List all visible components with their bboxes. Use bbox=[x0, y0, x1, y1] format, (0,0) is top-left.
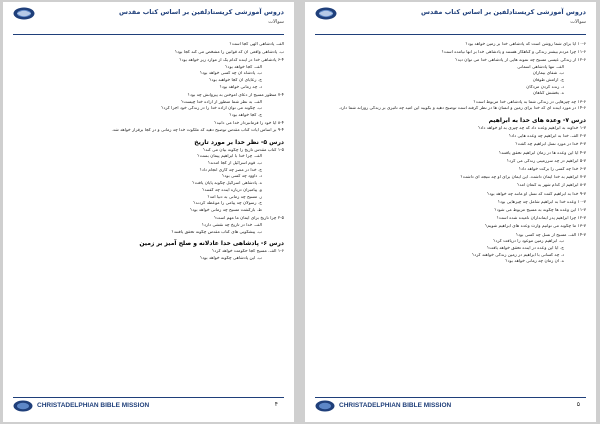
right-page bbox=[305, 2, 596, 422]
footer-org-name: CHRISTADELPHIAN BIBLE MISSION bbox=[339, 402, 452, 409]
answer-option: ج. کجا خواهد بود؟ bbox=[229, 113, 262, 119]
question-line: ۱۱-۶ چرا مردم بیشتر زندگی و گناهکار هستند و پادشاهی خدا بر آنها نیامده است؟ bbox=[441, 49, 586, 55]
question-line: ۹-۷ خدا به ابراهیم گفت که نسل او مانند چه خواهد بود؟ bbox=[486, 191, 586, 197]
question-line: ۹-۴ بر اساس آیات کتاب مقدس توضیح دهید که ملکوت خدا چه زمانی و در کجا برقرار خواهد شد. bbox=[111, 127, 284, 133]
question-line: ۱۲-۶ از زندگی عیسی مسیح چه نمونه هایی از پادشاهی خدا می توان دید؟ bbox=[455, 57, 586, 63]
answer-option: ب. ابراهیم زمین موعود را دریافت کرد؟ bbox=[493, 239, 564, 245]
question-line: ۶-۴ پادشاهی خدا در آینده کدام یک از موارد زیر خواهد بود؟ bbox=[179, 57, 284, 63]
answer-option: الف. کجا خواهد بود؟ bbox=[225, 64, 262, 70]
answer-option: الف. تنها پادشاهی آسمانی bbox=[517, 64, 564, 70]
question-list bbox=[13, 148, 284, 237]
answer-option: ه. بخشش گناهان bbox=[532, 91, 564, 97]
question-line: ۷-۷ ابراهیم به خدا ایمان داشت. این ایمان برای او چه نتیجه ای داشت؟ bbox=[460, 175, 586, 181]
question-line: ۸-۴ آیا خود را فرمانبردار خدا می دانید؟ bbox=[214, 121, 284, 127]
answer-option: ب. قوم اسرائیل از کجا آمدند؟ bbox=[207, 161, 262, 167]
page-number: ۴ bbox=[274, 401, 278, 408]
page-number: ۵ bbox=[576, 401, 580, 408]
answer-option: الف. چرا خدا با ابراهیم پیمان بست؟ bbox=[197, 154, 262, 160]
answer-option: ب. شفای بیماران bbox=[532, 71, 564, 77]
question-list bbox=[13, 249, 284, 262]
header-title: دروس آموزشی کریستادلفین بر اساس کتاب مقدس bbox=[421, 8, 586, 16]
answer-option: ب. پادشاه آن چه کسی خواهد بود؟ bbox=[199, 71, 262, 77]
question-line: ۱۰-۶ آیا برای شما روشن است که پادشاهی خدا بر زمین خواهد بود؟ bbox=[465, 41, 586, 47]
header-subtitle: سوالات bbox=[570, 19, 586, 25]
page-footer bbox=[13, 397, 284, 414]
cbm-logo-icon bbox=[315, 7, 337, 20]
question-line: ۲-۷ الف. خدا به ابراهیم چه وعده هایی داد؟ bbox=[508, 134, 586, 140]
header-subtitle: سوالات bbox=[268, 19, 284, 25]
question-line: ۱۰-۷ وعده خدا به ابراهیم شامل چه چیزهایی بود؟ bbox=[497, 199, 586, 205]
right-page-body bbox=[315, 40, 586, 388]
question-line: ۱-۶ الف. مسیح کجا حکومت خواهد کرد؟ bbox=[212, 249, 284, 255]
question-line: ۲-۵ چرا تاریخ برای ایمان ما مهم است؟ bbox=[213, 216, 284, 222]
cbm-footer-logo-icon bbox=[13, 400, 33, 412]
answer-option: الف. به نظر شما منظور از اراده خدا چیست؟ bbox=[181, 99, 262, 105]
answer-option: د. چه زمانی خواهد بود؟ bbox=[219, 84, 262, 90]
question-line: ۳-۷ خدا در مورد نسل ابراهیم چه گفت؟ bbox=[515, 142, 586, 148]
answer-option: ط. بازگشت مسیح چه زمانی خواهد بود؟ bbox=[189, 207, 262, 213]
question-line: ۶-۷ خدا چه کسی را برکت خواهد داد؟ bbox=[518, 167, 586, 173]
question-list bbox=[13, 42, 284, 135]
left-page-body bbox=[13, 40, 284, 388]
question-line: ۷-۴ منظور مسیح از دعای آموختن به پیروانش چه بود؟ bbox=[187, 92, 284, 98]
answer-option: ج. رعایای آن کجا خواهند بود؟ bbox=[209, 78, 262, 84]
left-page bbox=[3, 2, 294, 422]
answer-option: د. داوود چه کسی بود؟ bbox=[222, 174, 262, 180]
question-line: ۴-۷ آیا این وعده ها در زمان ابراهیم تحقق یافتند؟ bbox=[498, 150, 586, 156]
answer-option: ج. آیا این وعده در آینده تحقق خواهد یافت؟ bbox=[486, 246, 564, 252]
lesson-heading: درس ۵- نظر خدا بر مورد تاریخ bbox=[194, 138, 284, 146]
question-line: ۱۳-۷ ما چگونه می توانیم وارث وعده های ابراهیم شویم؟ bbox=[485, 224, 586, 230]
lesson-heading: درس ۶- پادشاهی خدا عادلانه و صلح آمیز بر زمین bbox=[139, 240, 284, 248]
question-line: ۱-۵ کتاب مقدس تاریخ را چگونه بیان می کند؟ bbox=[202, 147, 284, 153]
question-line: ۱۳-۶ چه چیزهایی در زندگی شما به پادشاهی خدا مربوط است؟ bbox=[473, 99, 586, 105]
answer-option: ه. آن زمان چه زمانی خواهد بود؟ bbox=[505, 259, 564, 265]
answer-option: ج. آرامش طوفان bbox=[532, 78, 564, 84]
page-header bbox=[13, 6, 284, 35]
header-title: دروس آموزشی کریستادلفین بر اساس کتاب مقدس bbox=[119, 8, 284, 16]
page-header bbox=[315, 6, 586, 35]
question-list bbox=[315, 126, 586, 266]
question-line: ۸-۷ ابراهیم از کدام شهر به کنعان آمد؟ bbox=[517, 183, 586, 189]
question-line: ۱-۷ خداوند به ابراهیم وعده داد که چه چیزی به او خواهد داد؟ bbox=[478, 126, 586, 132]
question-line: ۱۱-۷ این وعده ها چگونه به مسیح مربوط می شود؟ bbox=[494, 208, 586, 214]
question-line: ۵-۷ ابراهیم در چه سرزمینی زندگی می کرد؟ bbox=[506, 158, 586, 164]
lesson-heading: درس ۷- وعده های خدا به ابراهیم bbox=[488, 117, 586, 125]
cbm-footer-logo-icon bbox=[315, 400, 335, 412]
answer-option: الف. خدا در تاریخ چه نقشی دارد؟ bbox=[201, 222, 262, 228]
question-line: ۱۴-۶ در مورد آینده ای که خدا برای زمین و انسان ها در نظر گرفته است توضیح دهید و بگویید این امید چه تاثیری بر زندگی روزانه شما دارد. bbox=[338, 106, 586, 112]
question-line: ب. پادشاهی واقعی آن که قوانین را مشخص می کند کجا بود؟ bbox=[174, 49, 284, 55]
answer-option: ب. پیشگویی های کتاب مقدس چگونه تحقق یافتند؟ bbox=[171, 229, 262, 235]
answer-option: د. زنده کردن مردگان bbox=[526, 84, 564, 90]
answer-option: د. چه کسانی با ابراهیم در زمین زندگی خواهند کرد؟ bbox=[472, 252, 564, 258]
answer-option: و. پیامبران درباره آینده چه گفتند؟ bbox=[202, 187, 262, 193]
answer-option: ج. خدا در مصر چه کاری انجام داد؟ bbox=[199, 167, 262, 173]
footer-org-name: CHRISTADELPHIAN BIBLE MISSION bbox=[37, 402, 150, 409]
question-line: الف. پادشاهی الهی کجا است؟ bbox=[229, 41, 284, 47]
cbm-logo-icon bbox=[13, 7, 35, 20]
answer-option: ب. این پادشاهی چگونه خواهد بود؟ bbox=[199, 255, 262, 261]
answer-option: ب. چگونه می توان اراده خدا را در زندگی خود اجرا کرد؟ bbox=[161, 106, 262, 112]
page-footer bbox=[315, 397, 586, 414]
question-line: ۱۲-۷ چرا ابراهیم پدر ایمانداران نامیده شده است؟ bbox=[496, 216, 586, 222]
answer-option: ز. مسیح چه زمانی به دنیا آمد؟ bbox=[207, 194, 262, 200]
question-line: ۱۴-۷ الف. مسیح از نسل چه کسی بود؟ bbox=[515, 232, 586, 238]
question-list bbox=[315, 42, 586, 114]
answer-option: ه. پادشاهی اسرائیل چگونه پایان یافت؟ bbox=[192, 181, 262, 187]
answer-option: ح. رسولان چه پیامی را موعظه کردند؟ bbox=[193, 201, 262, 207]
